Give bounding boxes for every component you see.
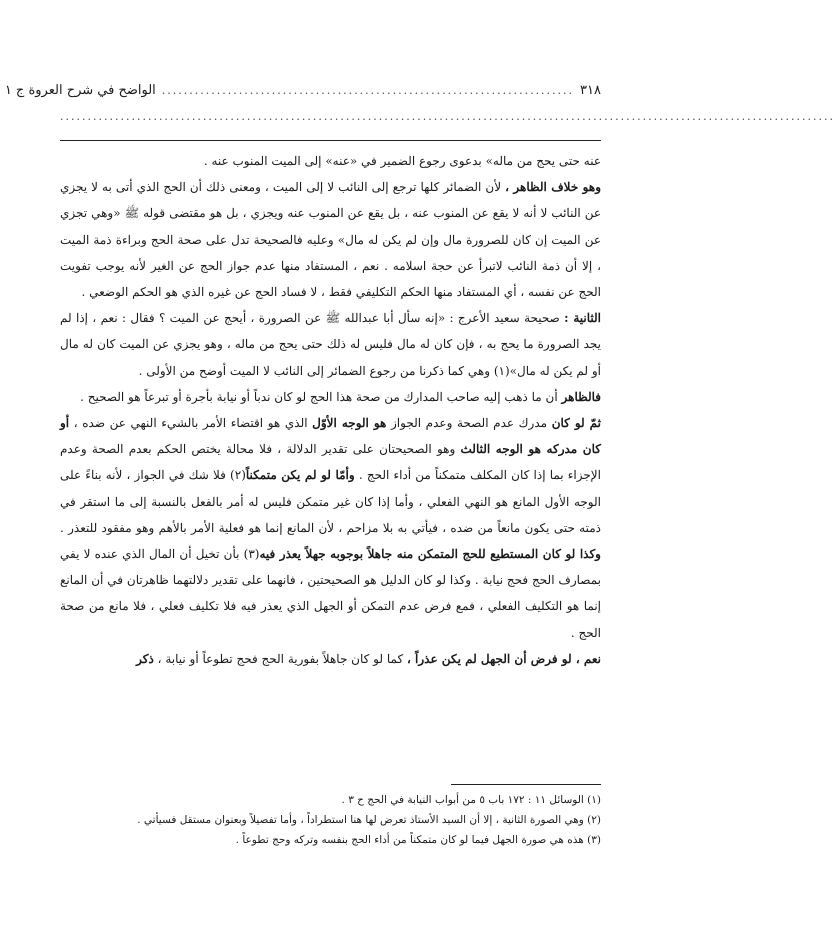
paragraph-5: ثمّ لو كان مدرك عدم الصحة وعدم الجواز هو الوجه الأوّل الذي هو اقتضاء الأمر بالشيء النهي عن ضده ، أو كان مدركه هو الوجه الثالث وهو الصحيحتان على تقدير الدلالة ، فلا محالة يختص الحكم بعدم الصحة وعدم الإجزاء بما إذا كان المكلف متمكناً من أداء الحج . وأمّا لو لم يكن متمكناً(٢) فلا شك في الجواز ، لأنه بناءً على الوجه الأول المانع هو النهي الفعلي ، وأما إذا كان غير متمكن فليس له أمر بالفعل بالنسبة إلى ما استقر في ذمته حتى يكون مانعاً من ضده ، فيأتي به بلا مزاحم ، لأن المانع إنما هو فعلية الأمر بالأهم وهو مفقود للتعذر . وكذا لو كان المستطيع للحج المتمكن منه جاهلاً بوجوبه جهلاً يعذر فيه(٣) بأن تخيل أن المال الذي عنده لا يفي بمصارف الحج فحج نيابة . وكذا لو كان الدليل هو الصحيحتين ، فانهما على تقدير دلالتهما ظاهرتان في أن المانع إنما هو التكليف الفعلي ، فمع فرض عدم التمكن أو الجهل الذي يعذر فيه فلا تكليف فعلي ، فلا مانع من صحة الحج . [60,416,601,640]
footnote-rule [451,784,601,785]
paragraph-2: وهو خلاف الظاهر ، لأن الضمائر كلها ترجع إلى النائب لا إلى الميت ، ومعنى ذلك أن الحج الذي أتى به لا يجزي عن النائب لا أنه لا يقع عن المنوب عنه ، بل يقع عن المنوب عنه ويجزي ، بل هو مقتضى قوله ﷺ «وهي تجزي عن الميت إن كان للصرورة مال وإن لم يكن له مال» وعليه فالصحيحة تدل على صحة الحج وبراءة ذمة الميت ، إلا أن ذمة النائب لاتبرأ عن حجة اسلامه . نعم ، المستفاد منها عدم جواز الحج عن الغير لأنه يوجب تفويت الحج عن نفسه ، أي المستفاد منها الحكم التكليفي فقط ، لا فساد الحج عن غيره الذي هو الحكم الوضعي . [60,180,601,300]
bold-phrase: ثمّ لو كان [551,416,601,431]
bold-phrase: وأمّا لو لم يكن متمكناً [245,468,355,483]
page-number: ٣١٨ [580,82,601,98]
footnotes [60,790,601,860]
book-title: الواضح في شرح العروة ج ١ [4,82,156,98]
header-rule [60,140,601,141]
bold-phrase: الثانية : [564,311,601,326]
paragraph-1: عنه حتى يحج من ماله» بدعوى رجوع الضمير في «عنه» إلى الميت المنوب عنه . [203,154,601,168]
bold-phrase: وكذا لو كان المستطيع للحج المتمكن منه جاهلاً بوجوبه جهلاً يعذر فيه [259,547,601,562]
running-header [4,80,601,100]
footnote-1: (١) الوسائل ١١ : ١٧٢ باب ٥ من أبواب النيابة في الحج ح ٣ . [341,794,601,806]
dotted-line: ............................................................................................................................................. [60,110,835,123]
bold-phrase: وهو خلاف الظاهر ، [505,180,601,195]
paragraph-6: نعم ، لو فرض أن الجهل لم يكن عذراً ، كما لو كان جاهلاً بفورية الحج فحج تطوعاً أو نيابة ، ذكر [136,651,601,666]
paragraph-3: الثانية : صحيحة سعيد الأعرج : «إنه سأل أبا عبدالله ﷺ عن الصرورة ، أيحج عن الميت ؟ فقال : نعم ، إذا لم يجد الصرورة ما يحج به ، فإن كان له مال فليس له ذلك حتى يحج من ماله ، وهو يجزي عن الميت كان له مال أو لم يكن له مال»(١) وهي كما ذكرنا من رجوع الضمائر إلى النائب لا الميت أوضح من الأولى . [60,311,601,378]
bold-phrase: ذكر [136,651,154,666]
header-dot-leader: ........................................................................... [161,83,575,97]
footnote-3: (٣) هذه هي صورة الجهل فيما لو كان متمكناً من أداء الحج بنفسه وتركه وحج تطوعاً . [235,834,601,846]
main-text [60,148,601,770]
bold-phrase: أو كان مدركه هو الوجه الثالث [60,416,601,457]
bold-phrase: نعم ، لو فرض أن الجهل لم يكن عذراً ، [406,651,601,666]
bold-phrase: هو الوجه الأوّل [312,416,387,431]
bold-phrase: فالظاهر [561,389,601,404]
footnote-2: (٢) وهي الصورة الثانية ، إلا أن السيد الأستاذ تعرض لها هنا استطراداً ، وأما تفصيلاً وبعنوان مستقل فسيأتي . [137,814,601,826]
paragraph-4: فالظاهر أن ما ذهب إليه صاحب المدارك من صحة هذا الحج لو كان ندباً أو نيابة بأجرة أو تبرعاً هو الصحيح . [80,389,601,404]
